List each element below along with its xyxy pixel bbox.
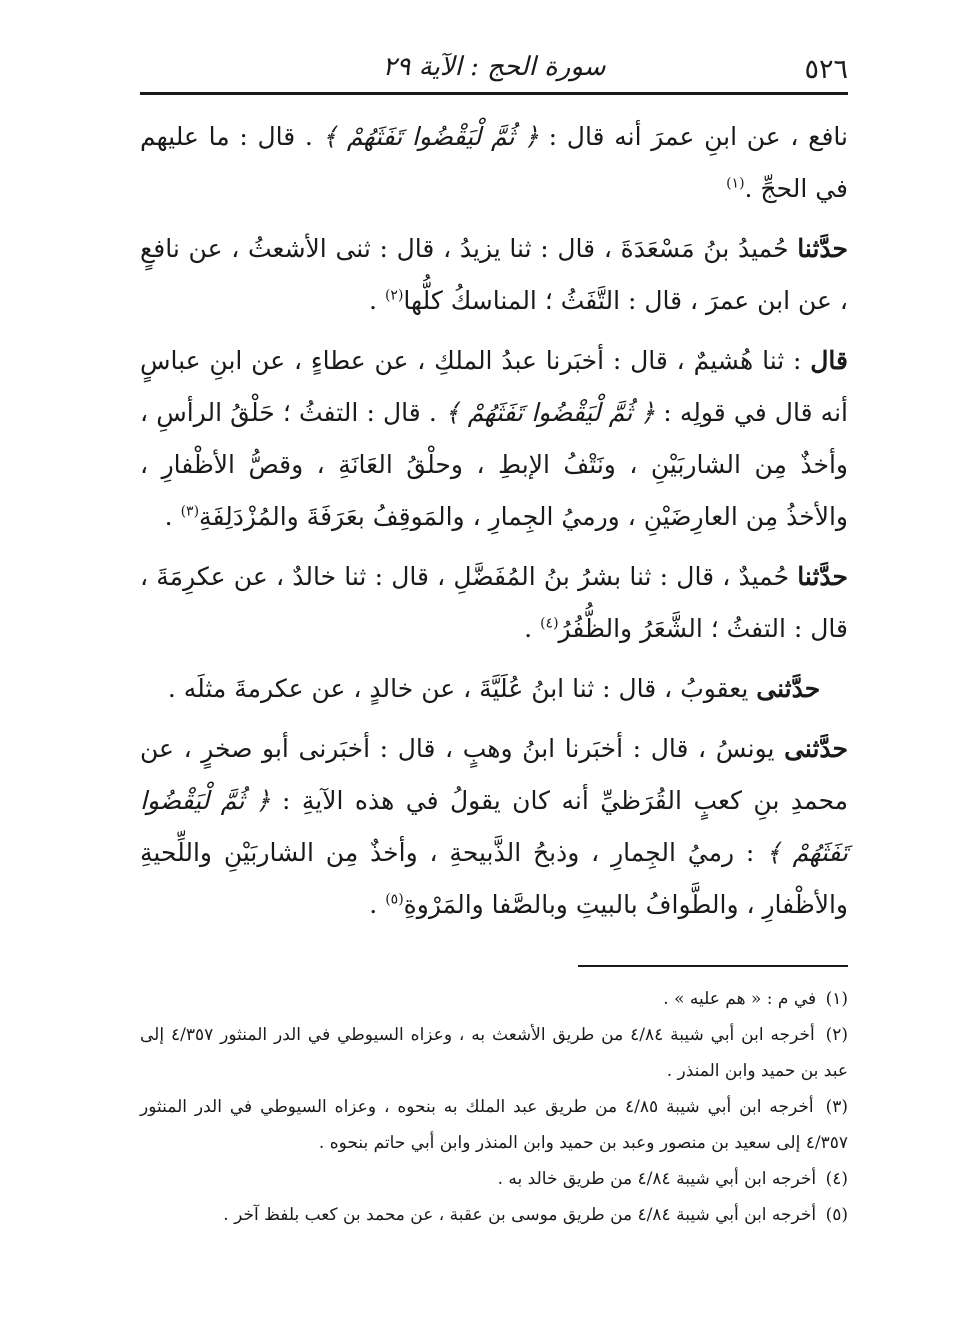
footnote-number: (٣) [825,1097,848,1117]
footnote-2 [140,1017,848,1089]
footnote-ref-1[interactable]: (١) [726,175,745,192]
paragraph-text-cont: : رميُ الجِمارِ ، وذبحُ الذَّبيحةِ ، وأخذٌ مِن الشاربَيْنِ واللِّحيةِ والأظْفارِ ، والطَّوافُ بالبيتِ وبالصَّفا والمَرْوةِ [140,838,848,919]
paragraph-text: يونسُ ، قال : أخبَرنا ابنُ وهبٍ ، قال : أخبَرنى أبو صخرٍ ، عن محمدِ بنِ كعبٍ القُرَظيِّ أنه كان يقولُ في هذه الآيةِ : [140,734,848,815]
footnote-number: (٤) [825,1169,848,1189]
footnote-5 [140,1197,848,1233]
surah-title: سورة الحج : الآية ٢٩ [382,52,606,82]
footnote-text: في م : « هم عليه » . [663,989,817,1009]
footnote-1 [140,981,848,1017]
paragraph-lead: حدَّثنا [797,562,848,591]
paragraph-3 [140,335,848,543]
paragraph-text-cont: . قال : ما عليهم في الحجِّ . [140,122,848,203]
paragraph-tail: . [369,890,386,919]
paragraph-text: : ثنا هُشيمٌ ، قال : أخبَرنا عبدُ الملكِ ، عن عطاءٍ ، عن ابنِ عباسٍ أنه قال في قولِه : [140,346,848,427]
paragraph-6 [140,723,848,931]
footnote-text: أخرجه ابن أبي شيبة ٤/٨٤ من طريق موسى بن عقبة ، عن محمد بن كعب بلفظ آخر . [223,1205,817,1225]
paragraph-lead: قال [810,346,848,375]
paragraph-tail: . [369,286,385,315]
paragraph-tail: . [164,502,181,531]
paragraph-text-cont: . قال : التفثُ ؛ حَلْقُ الرأسِ ، وأخذٌ مِن الشاربَيْنِ ، ونَتْفُ الإبطِ ، وحلْقُ العَانَةِ ، وقصُّ الأظْفارِ ، والأخذُ مِن العارِضَيْنِ ، ورميُ الجِمارِ ، والمَوقِفُ بعَرَفَةَ والمُزْدَلِفَةِ [140,398,848,531]
paragraph-lead: حدَّثنا [797,234,848,263]
footnote-ref-2[interactable]: (٢) [384,287,404,304]
paragraph-text: نافع ، عن ابنِ عمرَ أنه قال : [538,122,849,151]
paragraph-text: يعقوبُ ، قال : ثنا ابنُ عُلَيَّةَ ، عن خالدٍ ، عن عكرمةَ مثلَه . [167,674,757,703]
paragraph-text: حُميدٌ ، قال : ثنا بشرُ بنُ المُفَضَّلِ ، قال : ثنا خالدٌ ، عن عكرِمَةَ ، قال : التفثُ ؛ الشَّعَرُ والظُّفُرُ [140,562,848,643]
footnote-ref-5[interactable]: (٥) [385,891,404,908]
paragraph-2 [140,223,848,327]
paragraph-4 [140,551,848,655]
paragraph-lead: حدَّثنى [756,674,821,703]
header-divider [140,92,848,95]
main-text [140,111,848,931]
footnote-text: أخرجه ابن أبي شيبة ٤/٨٤ من طريق الأشعث به ، وعزاه السيوطي في الدر المنثور ٤/٣٥٧ إلى عبد بن حميد وابن المنذر . [140,1025,848,1081]
footnotes [140,981,848,1233]
paragraph-text: حُميدُ بنُ مَسْعَدَةَ ، قال : ثنا يزيدُ ، قال : ثنى الأشعثُ ، عن نافعٍ ، عن ابن عمرَ ، قال : التَّفَثُ ؛ المناسكُ كلُّها [140,234,848,315]
footnote-ref-4[interactable]: (٤) [540,615,559,632]
page-number: ٥٢٦ [804,54,848,85]
footnote-text: أخرجه ابن أبي شيبة ٤/٨٥ من طريق عبد الملك به بنحوه ، وعزاه السيوطي في الدر المنثور ٤/٣٥٧ إلى سعيد بن منصور وعبد بن حميد وابن المنذر وابن أبي حاتم بنحوه . [140,1097,848,1153]
paragraph-lead: حدَّثنى [784,734,848,763]
footnote-number: (٢) [825,1025,848,1045]
footnote-3 [140,1089,848,1161]
footnote-number: (٥) [825,1205,848,1225]
quran-quote: ﴿ ثُمَّ لْيَقْضُوا تَفَثَهُمْ ﴾ [444,398,656,427]
page-header [140,50,848,92]
paragraph-1 [140,111,848,215]
footnotes-divider [578,965,848,967]
paragraph-tail: . [524,614,541,643]
footnote-number: (١) [825,989,848,1009]
quran-quote: ﴿ ثُمَّ لْيَقْضُوا تَفَثَهُمْ ﴾ [140,786,848,867]
quran-quote: ﴿ ثُمَّ لْيَقْضُوا تَفَثَهُمْ ﴾ [322,122,539,151]
footnote-ref-3[interactable]: (٣) [180,503,200,520]
footnote-4 [140,1161,848,1197]
paragraph-5 [140,663,848,715]
footnote-text: أخرجه ابن أبي شيبة ٤/٨٤ من طريق خالد به . [497,1169,817,1189]
